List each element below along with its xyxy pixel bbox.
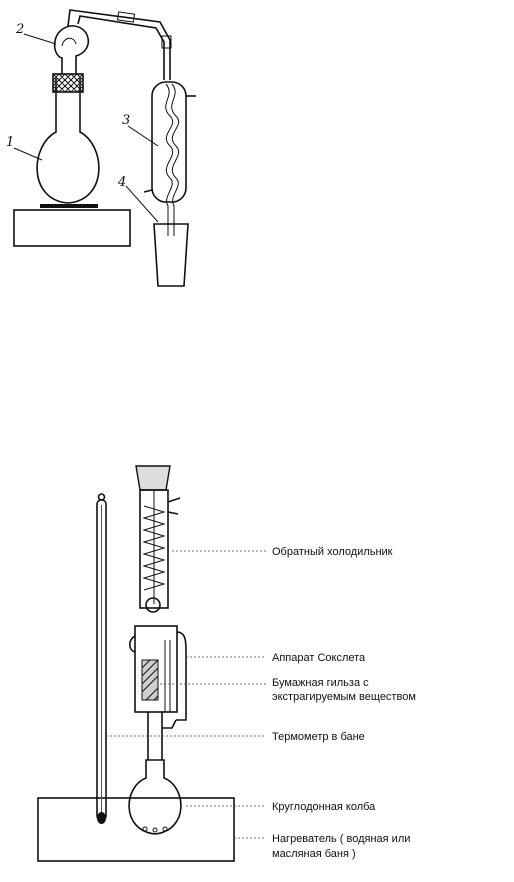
label-heater-line1: Нагреватель ( водяная или: [272, 833, 411, 845]
label-paper-thimble-line1: Бумажная гильза с: [272, 677, 369, 689]
figure-1-distillation-apparatus: [6, 10, 196, 286]
callout-3: 3: [122, 113, 131, 128]
label-soxhlet-apparatus: Аппарат Сокслета: [272, 652, 366, 664]
figure-2-soxhlet-apparatus: [38, 466, 266, 861]
splash-bulb: [55, 26, 89, 74]
callout-1: 1: [6, 135, 15, 150]
receiver-vessel: [154, 224, 188, 286]
flask-stopper: [53, 74, 83, 92]
label-heater-line2: масляная баня ): [272, 848, 356, 860]
condenser: [144, 82, 196, 236]
label-reflux-condenser: Обратный холодильник: [272, 546, 393, 558]
round-bottom-flask: [37, 78, 99, 203]
bath: [38, 798, 234, 861]
label-round-bottom-flask: Круглодонная колба: [272, 801, 376, 813]
callout-4: 4: [118, 175, 127, 190]
callout-2: 2: [16, 22, 25, 37]
soxhlet-extractor: [130, 626, 186, 760]
condenser-stopper: [136, 466, 170, 490]
label-bath-thermometer: Термометр в бане: [272, 731, 365, 743]
round-bottom-flask-2: [129, 760, 181, 834]
thermometer: [97, 494, 106, 824]
heater-block: [14, 210, 130, 246]
label-paper-thimble-line2: экстрагируемым веществом: [272, 691, 416, 703]
